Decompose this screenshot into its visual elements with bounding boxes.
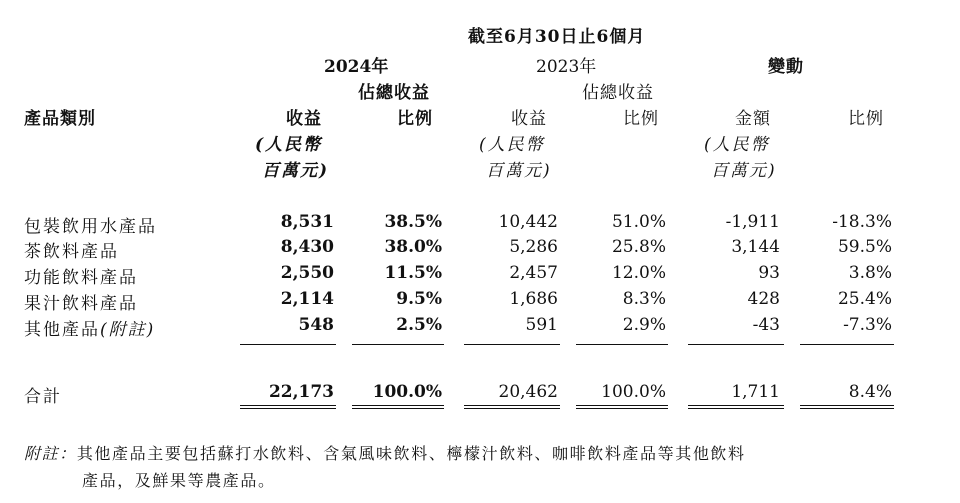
double-rule-share2023-2 <box>576 408 668 409</box>
table-cell-rev2023: 591 <box>525 315 558 335</box>
revenue-heading-2023: 收益 <box>511 109 547 129</box>
total-share2023: 100.0% <box>601 382 666 402</box>
table-cell-amount: -43 <box>752 315 780 335</box>
table-cell-ratio: -18.3% <box>832 212 892 232</box>
rule-share2024 <box>352 344 444 345</box>
table-cell-share2024: 9.5% <box>396 289 442 309</box>
rule-ratio <box>800 344 894 345</box>
double-rule-rev2024 <box>240 405 336 406</box>
unit-2024-line1: (人民幣 <box>255 135 323 155</box>
category-heading: 產品類別 <box>24 109 96 129</box>
rule-amount <box>688 344 784 345</box>
rule-share2023 <box>576 344 668 345</box>
total-share2024: 100.0% <box>372 382 442 402</box>
double-rule-amount <box>688 405 784 406</box>
total-amount: 1,711 <box>731 382 780 402</box>
double-rule-share2024-2 <box>352 408 444 409</box>
footnote-label: 附註： <box>24 444 77 463</box>
double-rule-rev2023 <box>464 405 560 406</box>
table-cell-share2024: 38.0% <box>384 237 442 257</box>
table-cell-amount: -1,911 <box>725 212 780 232</box>
footnote-line2: 產品，及鮮果等農產品。 <box>82 471 276 490</box>
rule-rev2023 <box>464 344 560 345</box>
table-cell-rev2023: 5,286 <box>509 237 558 257</box>
table-cell-ratio: 25.4% <box>837 289 892 309</box>
unit-2024-line2: 百萬元) <box>262 161 330 181</box>
total-rev2023: 20,462 <box>498 382 558 402</box>
unit-change-line2: 百萬元) <box>711 161 777 181</box>
double-rule-share2024 <box>352 405 444 406</box>
ratio-heading: 比例 <box>848 109 884 129</box>
amount-heading: 金額 <box>735 109 771 129</box>
table-cell-rev2024: 8,430 <box>280 237 334 257</box>
table-row-category <box>24 315 155 340</box>
table-cell-share2024: 11.5% <box>384 263 442 283</box>
table-cell-share2024: 38.5% <box>384 212 442 232</box>
table-cell-rev2023: 1,686 <box>509 289 558 309</box>
table-row-category: 功能飲料產品 <box>24 268 138 288</box>
double-rule-rev2024-2 <box>240 408 336 409</box>
table-cell-amount: 93 <box>758 263 780 283</box>
table-row-category: 果汁飲料產品 <box>24 294 138 314</box>
revenue-heading-2024: 收益 <box>286 109 322 129</box>
share-heading-2024-line1: 佔總收益 <box>358 83 430 103</box>
table-cell-share2023: 25.8% <box>611 237 666 257</box>
period-heading: 截至6月30日止6個月 <box>468 27 646 47</box>
table-cell-rev2023: 10,442 <box>498 212 558 232</box>
note-reference: (附註) <box>100 320 156 340</box>
table-cell-ratio: -7.3% <box>843 315 892 335</box>
share-heading-2024-line2: 比例 <box>397 109 433 129</box>
table-cell-share2023: 2.9% <box>622 315 666 335</box>
table-row-category: 包裝飲用水產品 <box>24 217 157 237</box>
rule-rev2024 <box>240 344 336 345</box>
unit-2023-line1: (人民幣 <box>479 135 545 155</box>
table-cell-share2023: 12.0% <box>611 263 666 283</box>
unit-change-line1: (人民幣 <box>704 135 770 155</box>
footnote-line1: 其他產品主要包括蘇打水飲料、含氣風味飲料、檸檬汁飲料、咖啡飲料產品等其他飲料 <box>76 444 746 463</box>
table-cell-share2023: 51.0% <box>611 212 666 232</box>
table-cell-rev2024: 2,114 <box>280 289 334 309</box>
category-text: 其他產品 <box>24 320 100 340</box>
table-cell-rev2024: 8,531 <box>280 212 334 232</box>
table-cell-share2024: 2.5% <box>396 315 442 335</box>
table-cell-ratio: 3.8% <box>848 263 892 283</box>
table-cell-amount: 3,144 <box>731 237 780 257</box>
total-ratio: 8.4% <box>848 382 892 402</box>
double-rule-rev2023-2 <box>464 408 560 409</box>
share-heading-2023-line2: 比例 <box>623 109 659 129</box>
change-heading: 變動 <box>768 57 804 77</box>
table-row-category: 茶飲料產品 <box>24 242 119 262</box>
footnote <box>24 440 746 494</box>
year-2023-heading: 2023年 <box>536 57 597 77</box>
table-cell-share2023: 8.3% <box>622 289 666 309</box>
unit-2023-line2: 百萬元) <box>486 161 552 181</box>
table-cell-rev2024: 548 <box>298 315 334 335</box>
double-rule-amount-2 <box>688 408 784 409</box>
table-cell-amount: 428 <box>747 289 780 309</box>
year-2024-heading: 2024年 <box>324 57 389 77</box>
share-heading-2023-line1: 佔總收益 <box>582 83 654 103</box>
double-rule-ratio-2 <box>800 408 894 409</box>
table-cell-rev2023: 2,457 <box>509 263 558 283</box>
table-cell-ratio: 59.5% <box>837 237 892 257</box>
total-rev2024: 22,173 <box>268 382 334 402</box>
table-cell-rev2024: 2,550 <box>280 263 334 283</box>
double-rule-share2023 <box>576 405 668 406</box>
total-label: 合計 <box>24 387 62 407</box>
double-rule-ratio <box>800 405 894 406</box>
